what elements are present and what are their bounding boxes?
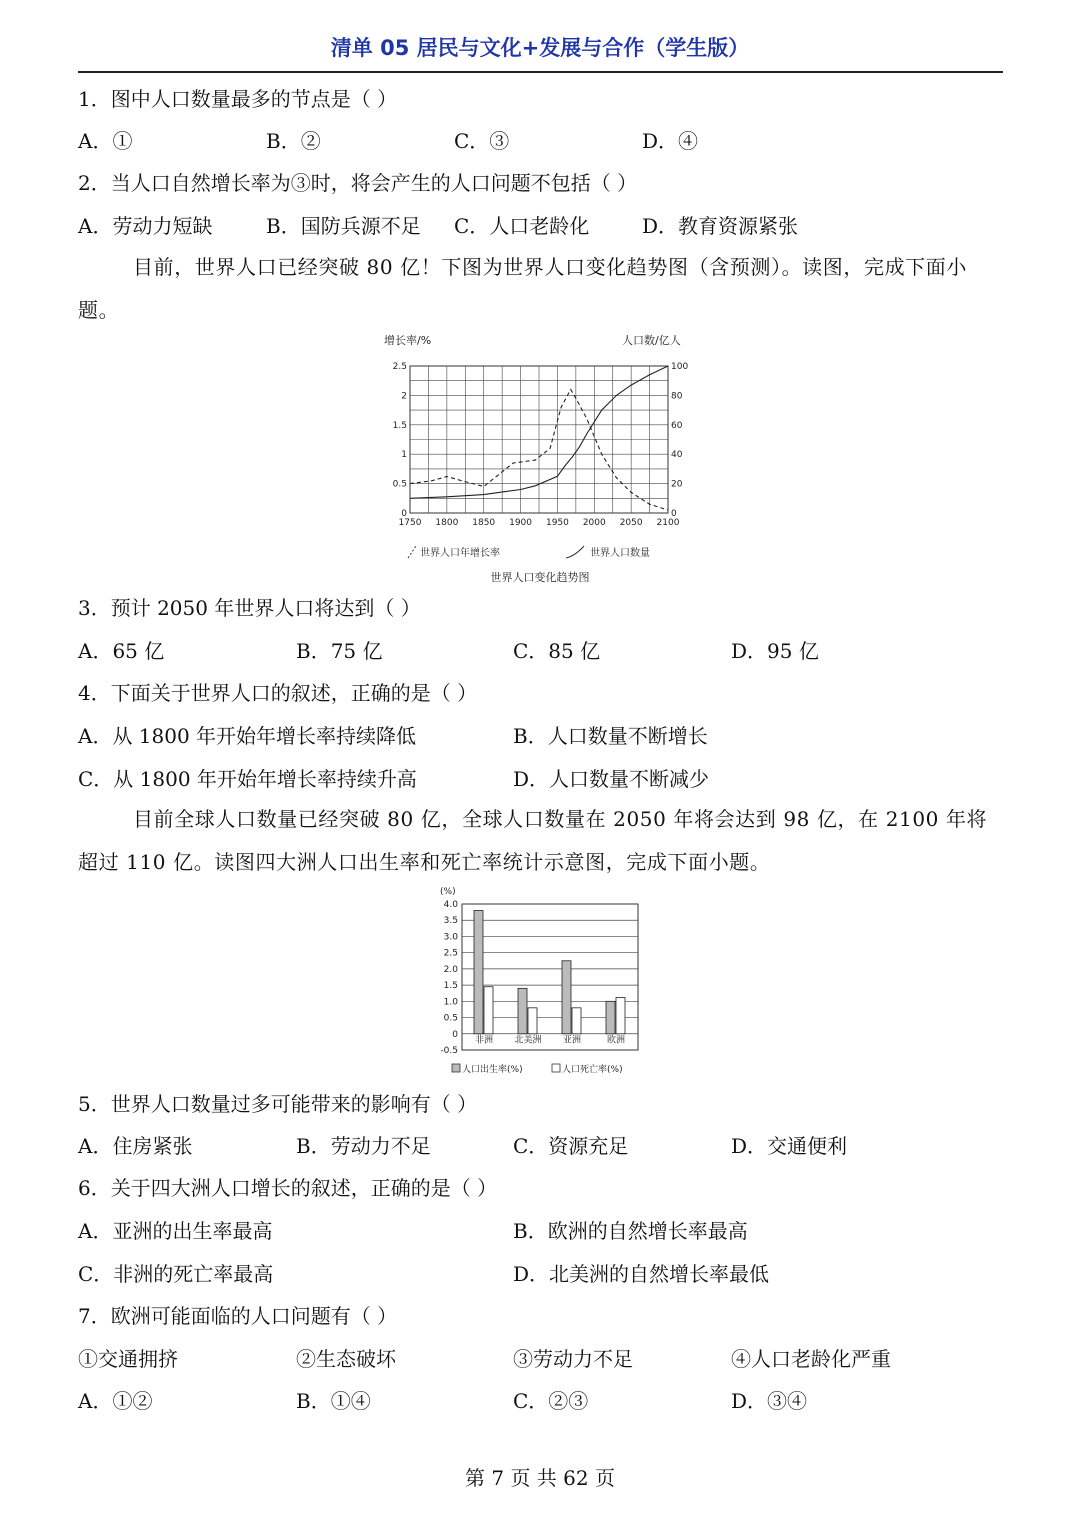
chart2-y-tick: 0 — [452, 1029, 458, 1040]
chart1-x-tick: 1800 — [435, 518, 459, 528]
q2-option-b[interactable]: B．国防兵源不足 — [266, 214, 421, 238]
chart2-legend — [452, 1063, 623, 1075]
q6-option-d[interactable]: D．北美洲的自然增长率最低 — [513, 1262, 770, 1286]
q7-option-c[interactable]: C．②③ — [513, 1389, 589, 1413]
chart1-x-tick: 2100 — [656, 518, 680, 528]
chart1-right-axis-label: 人口数/亿人 — [622, 334, 681, 347]
q3-option-b[interactable]: B．75 亿 — [296, 639, 383, 663]
chart1-y-left-tick: 2 — [401, 391, 407, 402]
chart1-y-left-tick: 1 — [401, 450, 407, 461]
chart2-death-rate-bar — [484, 987, 493, 1034]
chart1-legend-population: 世界人口数量 — [590, 548, 650, 559]
chart1-legend-rate: 世界人口年增长率 — [420, 548, 500, 559]
chart1-y-right-tick: 0 — [671, 509, 677, 519]
question-6-stem: 6．关于四大洲人口增长的叙述，正确的是（ ） — [78, 1176, 498, 1200]
chart1-left-axis-label: 增长率/% — [384, 334, 432, 347]
page-footer: 第 7 页 共 62 页 — [465, 1466, 615, 1490]
q4-option-d[interactable]: D．人口数量不断减少 — [513, 767, 710, 791]
chart2-y-tick: -0.5 — [440, 1046, 458, 1056]
q7-item-2: ②生态破坏 — [296, 1347, 396, 1371]
intro-paragraph-1: 目前，世界人口已经突破 80 亿！下图为世界人口变化趋势图（含预测）。读图，完成下面小题。 — [78, 255, 967, 322]
q7-option-b[interactable]: B．①④ — [296, 1389, 371, 1413]
q4-option-c[interactable]: C．从 1800 年开始年增长率持续升高 — [78, 767, 417, 791]
chart2-category-label: 非洲 — [474, 1035, 494, 1046]
question-7-stem: 7．欧洲可能面临的人口问题有（ ） — [78, 1304, 398, 1328]
chart1-y-right-tick: 40 — [671, 450, 683, 461]
chart1-legend — [408, 546, 650, 559]
question-5-stem: 5．世界人口数量过多可能带来的影响有（ ） — [78, 1092, 478, 1116]
chart2-y-tick: 1.5 — [443, 981, 458, 992]
q1-option-a[interactable]: A．① — [78, 129, 133, 153]
chart1-y-left-tick: 0.5 — [392, 479, 407, 490]
chart1-x-tick: 2000 — [582, 518, 606, 528]
question-3-stem: 3．预计 2050 年世界人口将达到（ ） — [78, 596, 421, 620]
q6-option-b[interactable]: B．欧洲的自然增长率最高 — [513, 1219, 748, 1243]
question-4-stem: 4．下面关于世界人口的叙述，正确的是（ ） — [78, 681, 478, 705]
q7-item-4: ④人口老龄化严重 — [731, 1347, 891, 1371]
question-1-stem: 1．图中人口数量最多的节点是（ ） — [78, 87, 398, 111]
q7-option-a[interactable]: A．①② — [78, 1389, 153, 1413]
question-2-stem: 2．当人口自然增长率为③时，将会产生的人口问题不包括（ ） — [78, 171, 638, 195]
chart2-category-label: 欧洲 — [606, 1035, 626, 1046]
q3-option-d[interactable]: D．95 亿 — [731, 639, 819, 663]
population-trend-chart — [370, 328, 710, 590]
q6-option-c[interactable]: C．非洲的死亡率最高 — [78, 1262, 274, 1286]
chart1-y-right-tick: 60 — [671, 420, 683, 431]
chart2-death-rate-bar — [528, 1008, 537, 1034]
chart2-category-label: 亚洲 — [562, 1035, 582, 1046]
q4-option-b[interactable]: B．人口数量不断增长 — [513, 724, 708, 748]
birth-death-rate-chart — [430, 882, 660, 1080]
chart1-x-tick: 1900 — [509, 518, 533, 528]
chart1-y-left-tick: 2.5 — [392, 362, 407, 372]
chart2-legend-death: 人口死亡率(%) — [562, 1065, 623, 1075]
chart2-birth-rate-bar — [562, 961, 571, 1034]
q5-option-d[interactable]: D．交通便利 — [731, 1134, 848, 1158]
chart1-x-tick: 1750 — [398, 518, 422, 528]
chart2-y-tick: 2.5 — [443, 948, 458, 959]
intro-paragraph-2: 目前全球人口数量已经突破 80 亿，全球人口数量在 2050 年将会达到 98 亿，在 2100 年将超过 110 亿。读图四大洲人口出生率和死亡率统计示意图，完成下面小题。 — [78, 807, 988, 874]
q1-option-c[interactable]: C．③ — [454, 129, 510, 153]
q1-option-b[interactable]: B．② — [266, 129, 321, 153]
q5-option-a[interactable]: A．住房紧张 — [78, 1134, 193, 1158]
q3-option-c[interactable]: C．85 亿 — [513, 639, 601, 663]
chart2-death-rate-bar — [572, 1008, 581, 1034]
chart2-y-tick: 3.5 — [443, 916, 458, 927]
chart1-title: 世界人口变化趋势图 — [490, 571, 590, 584]
chart2-y-tick: 2.0 — [443, 964, 458, 975]
chart2-birth-rate-bar — [474, 910, 483, 1033]
chart2-death-rate-bar — [616, 997, 625, 1033]
chart2-y-tick: 0.5 — [443, 1013, 458, 1024]
q7-option-d[interactable]: D．③④ — [731, 1389, 808, 1413]
q2-option-c[interactable]: C．人口老龄化 — [454, 214, 590, 238]
chart1-y-right-tick: 80 — [671, 391, 683, 402]
q7-item-1: ①交通拥挤 — [78, 1347, 178, 1371]
q1-option-d[interactable]: D．④ — [642, 129, 699, 153]
q5-option-c[interactable]: C．资源充足 — [513, 1134, 629, 1158]
chart2-category-label: 北美洲 — [514, 1035, 542, 1046]
chart1-x-tick: 2050 — [619, 518, 643, 528]
chart1-y-right-tick: 100 — [671, 362, 689, 372]
chart1-x-tick: 1850 — [472, 518, 496, 528]
chart2-birth-rate-bar — [518, 988, 527, 1033]
chart2-y-axis-label: (%) — [440, 887, 456, 897]
chart2-y-tick: 4.0 — [443, 900, 458, 910]
chart2-y-tick: 1.0 — [443, 997, 458, 1008]
q2-option-a[interactable]: A．劳动力短缺 — [78, 214, 213, 238]
q6-option-a[interactable]: A．亚洲的出生率最高 — [78, 1219, 273, 1243]
chart1-y-left-tick: 1.5 — [392, 420, 407, 431]
chart2-legend-birth: 人口出生率(%) — [462, 1065, 523, 1075]
q2-option-d[interactable]: D．教育资源紧张 — [642, 214, 799, 238]
q5-option-b[interactable]: B．劳动力不足 — [296, 1134, 431, 1158]
chart2-birth-rate-bar — [606, 1001, 615, 1033]
chart1-x-tick: 1950 — [545, 518, 569, 528]
q4-option-a[interactable]: A．从 1800 年开始年增长率持续降低 — [78, 724, 417, 748]
chart2-y-tick: 3.0 — [443, 932, 458, 943]
page-title: 清单 05 居民与文化+发展与合作（学生版） — [330, 36, 750, 60]
q7-item-3: ③劳动力不足 — [513, 1347, 633, 1371]
header-divider — [78, 71, 1003, 73]
chart1-y-right-tick: 20 — [671, 479, 683, 490]
chart1-y-left-tick: 0 — [401, 509, 407, 519]
q3-option-a[interactable]: A．65 亿 — [78, 639, 165, 663]
